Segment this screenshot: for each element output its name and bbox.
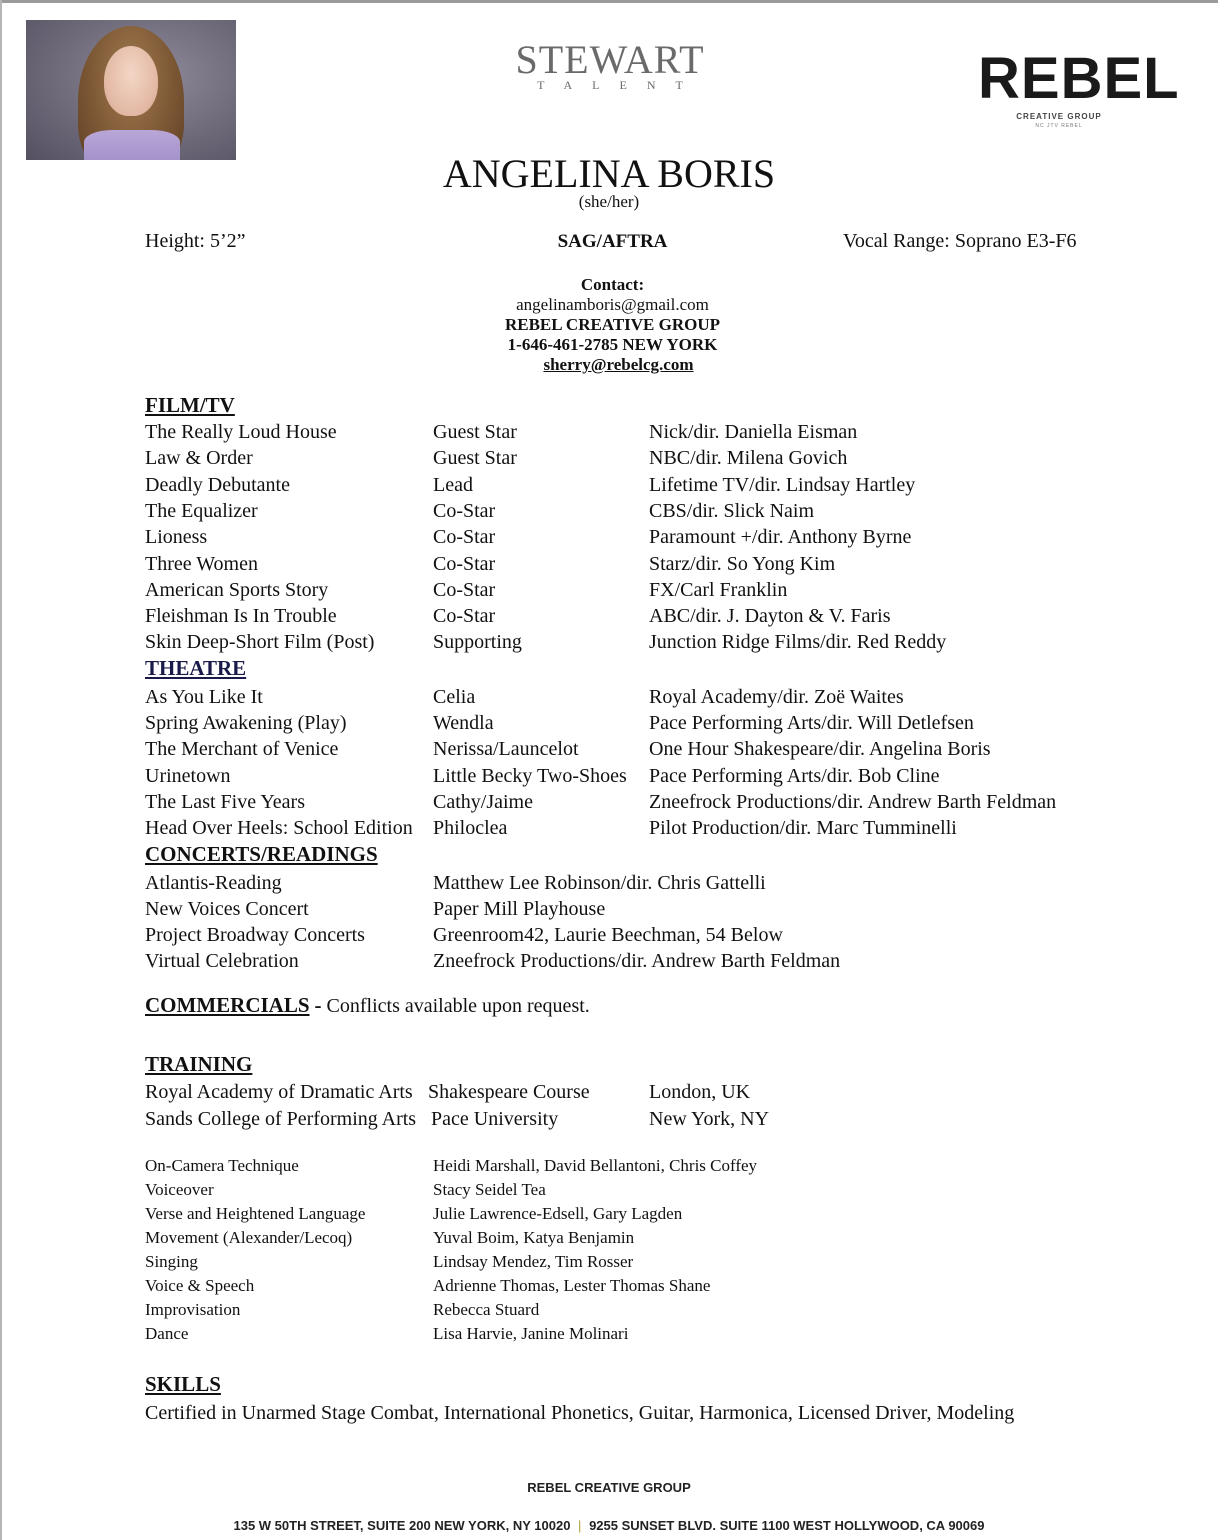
film-tv-row-col-3: Paramount +/dir. Anthony Byrne [649,526,912,549]
concert-row-col-2: Zneefrock Productions/dir. Andrew Barth Feldman [433,950,841,972]
stewart-logo-text: STEWART [515,37,705,82]
commercials-text: Conflicts available upon request. [326,995,590,1017]
film-tv-row-col-1: Lioness [145,526,208,549]
concert-row-col-1: Atlantis-Reading [145,872,282,894]
agent-email-link[interactable]: sherry@rebelcg.com [543,355,694,374]
training-school-row-col-1: Sands College of Performing Arts [145,1108,417,1130]
training-school-row-col-3: New York, NY [649,1108,770,1130]
training-class-row-col-2: Julie Lawrence-Edsell, Gary Lagden [433,1204,683,1223]
commercials-heading: COMMERCIALS [145,993,310,1017]
film-tv-row-col-3: Junction Ridge Films/dir. Red Reddy [649,631,947,654]
rebel-logo-subtext: CREATIVE GROUP [1016,112,1102,121]
concert-row-col-2: Greenroom42, Laurie Beechman, 54 Below [433,924,783,946]
contact-email[interactable]: angelinamboris@gmail.com [516,295,709,314]
film-tv-row-col-1: Law & Order [145,447,253,470]
commercials-dash: - [314,993,322,1017]
film-tv-row-col-3: Lifetime TV/dir. Lindsay Hartley [649,473,916,496]
film-tv-row-col-3: Nick/dir. Daniella Eisman [649,421,858,443]
footer-address-la: 9255 SUNSET BLVD. SUITE 1100 WEST HOLLYWOOD, CA 90069 [589,1518,985,1533]
training-class-row-col-1: Voiceover [145,1180,214,1199]
film-tv-row-col-2: Supporting [433,631,522,654]
rebel-creative-logo [978,46,1180,129]
training-class-row-col-2: Heidi Marshall, David Bellantoni, Chris Coffey [433,1156,758,1175]
training-school-row-col-2: Pace University [431,1108,559,1130]
concert-row-col-2: Paper Mill Playhouse [433,898,606,920]
theatre-row-col-2: Nerissa/Launcelot [433,738,579,761]
theatre-row-col-2: Cathy/Jaime [433,790,533,813]
film-tv-row-col-3: FX/Carl Franklin [649,578,788,601]
theatre-row-col-2: Little Becky Two-Shoes [433,764,627,787]
training-class-row-col-1: Improvisation [145,1300,241,1319]
actor-pronouns: (she/her) [578,192,640,211]
film-tv-row-col-2: Co-Star [433,578,496,601]
theatre-row-col-1: Spring Awakening (Play) [145,712,347,735]
training-class-row-col-1: On-Camera Technique [145,1156,299,1175]
vocal-range-stat: Vocal Range: Soprano E3-F6 [843,230,1077,252]
film-tv-row-col-1: Deadly Debutante [145,473,290,496]
training-class-row-col-2: Adrienne Thomas, Lester Thomas Shane [433,1276,711,1295]
concert-row-col-2: Matthew Lee Robinson/dir. Chris Gattelli [433,872,766,894]
theatre-row-col-3: One Hour Shakespeare/dir. Angelina Boris [649,738,991,761]
training-class-row-col-2: Yuval Boim, Katya Benjamin [433,1228,635,1247]
film-tv-row-col-1: Skin Deep-Short Film (Post) [145,631,375,654]
rebel-logo-text: REBEL [978,46,1180,111]
training-school-row-col-1: Royal Academy of Dramatic Arts [145,1081,413,1103]
film-tv-row-col-1: Three Women [145,552,258,575]
training-class-row-col-2: Lindsay Mendez, Tim Rosser [433,1252,634,1271]
theatre-row-col-1: The Merchant of Venice [145,738,339,761]
theatre-row-col-1: Urinetown [145,764,231,787]
training-heading: TRAINING [145,1052,253,1076]
agency-name: REBEL CREATIVE GROUP [504,315,721,334]
film-tv-row-col-3: CBS/dir. Slick Naim [649,499,815,522]
contact-label: Contact: [580,275,645,294]
theatre-row-col-3: Zneefrock Productions/dir. Andrew Barth Feldman [649,790,1057,813]
footer-address-ny: 135 W 50TH STREET, SUITE 200 NEW YORK, NY 10020 [233,1518,571,1533]
training-class-row-col-1: Verse and Heightened Language [145,1204,366,1223]
training-class-row-col-1: Movement (Alexander/Lecoq) [145,1228,353,1247]
film-tv-row-col-2: Co-Star [433,605,496,628]
theatre-row-col-2: Celia [433,686,476,708]
footer-separator: | [578,1518,582,1533]
training-class-row-col-2: Lisa Harvie, Janine Molinari [433,1324,629,1343]
concerts-heading: CONCERTS/READINGS [145,842,378,866]
concert-row-col-1: New Voices Concert [145,898,309,920]
footer-addresses [0,1518,1218,1533]
film-tv-row-col-2: Co-Star [433,552,496,575]
theatre-row-col-3: Pace Performing Arts/dir. Will Detlefsen [649,712,974,735]
training-school-row-col-2: Shakespeare Course [428,1081,590,1103]
film-tv-row-col-2: Guest Star [433,421,517,443]
film-tv-row-col-3: Starz/dir. So Yong Kim [649,552,836,575]
training-school-row-col-3: London, UK [649,1081,751,1103]
theatre-row-col-3: Pilot Production/dir. Marc Tumminelli [649,817,957,839]
film-tv-row-col-1: American Sports Story [145,578,329,601]
film-tv-row-col-2: Co-Star [433,526,496,549]
training-class-row-col-1: Dance [145,1324,189,1343]
height-stat: Height: 5’2” [145,230,246,252]
film-tv-row-col-2: Co-Star [433,499,496,522]
commercials-line [145,993,590,1018]
headshot-photo [26,20,236,160]
skills-text: Certified in Unarmed Stage Combat, International Phonetics, Guitar, Harmonica, Licensed Driver, Modeling [145,1402,1015,1424]
union-stat: SAG/AFTRA [557,231,668,252]
film-tv-row-col-2: Lead [433,473,473,496]
skills-heading: SKILLS [145,1372,221,1396]
theatre-row-col-1: As You Like It [145,686,263,708]
film-tv-row-col-1: The Really Loud House [145,421,337,443]
theatre-row-col-3: Pace Performing Arts/dir. Bob Cline [649,764,940,787]
film-tv-row-col-2: Guest Star [433,447,517,470]
theatre-row-col-3: Royal Academy/dir. Zoë Waites [649,686,904,708]
film-tv-row-col-1: The Equalizer [145,499,258,522]
concert-row-col-1: Project Broadway Concerts [145,924,365,946]
theatre-row-col-2: Wendla [433,712,494,735]
contact-block [0,275,1218,375]
top-border [0,0,1218,3]
theatre-row-col-1: The Last Five Years [145,790,305,813]
film-tv-row-col-3: ABC/dir. J. Dayton & V. Faris [649,605,891,628]
film-tv-heading: FILM/TV [145,393,235,417]
concert-row-col-1: Virtual Celebration [145,950,299,972]
actor-name: ANGELINA BORIS [442,151,776,196]
training-class-row-col-1: Voice & Speech [145,1276,255,1295]
theatre-heading: THEATRE [145,656,247,680]
footer-company: REBEL CREATIVE GROUP [527,1480,691,1495]
film-tv-row-col-1: Fleishman Is In Trouble [145,605,337,628]
theatre-row-col-2: Philoclea [433,817,508,839]
training-class-row-col-2: Rebecca Stuard [433,1300,540,1319]
film-tv-row-col-3: NBC/dir. Milena Govich [649,447,848,470]
stewart-logo-subtext: TALENT [537,78,703,92]
training-class-row-col-2: Stacy Seidel Tea [433,1180,546,1199]
agency-phone: 1-646-461-2785 NEW YORK [507,335,718,354]
training-class-row-col-1: Singing [145,1252,198,1271]
stewart-talent-logo [480,37,740,92]
rebel-logo-tiny: NC JTV REBEL [1035,123,1083,129]
headshot-face [104,46,158,116]
theatre-row-col-1: Head Over Heels: School Edition [145,817,413,839]
